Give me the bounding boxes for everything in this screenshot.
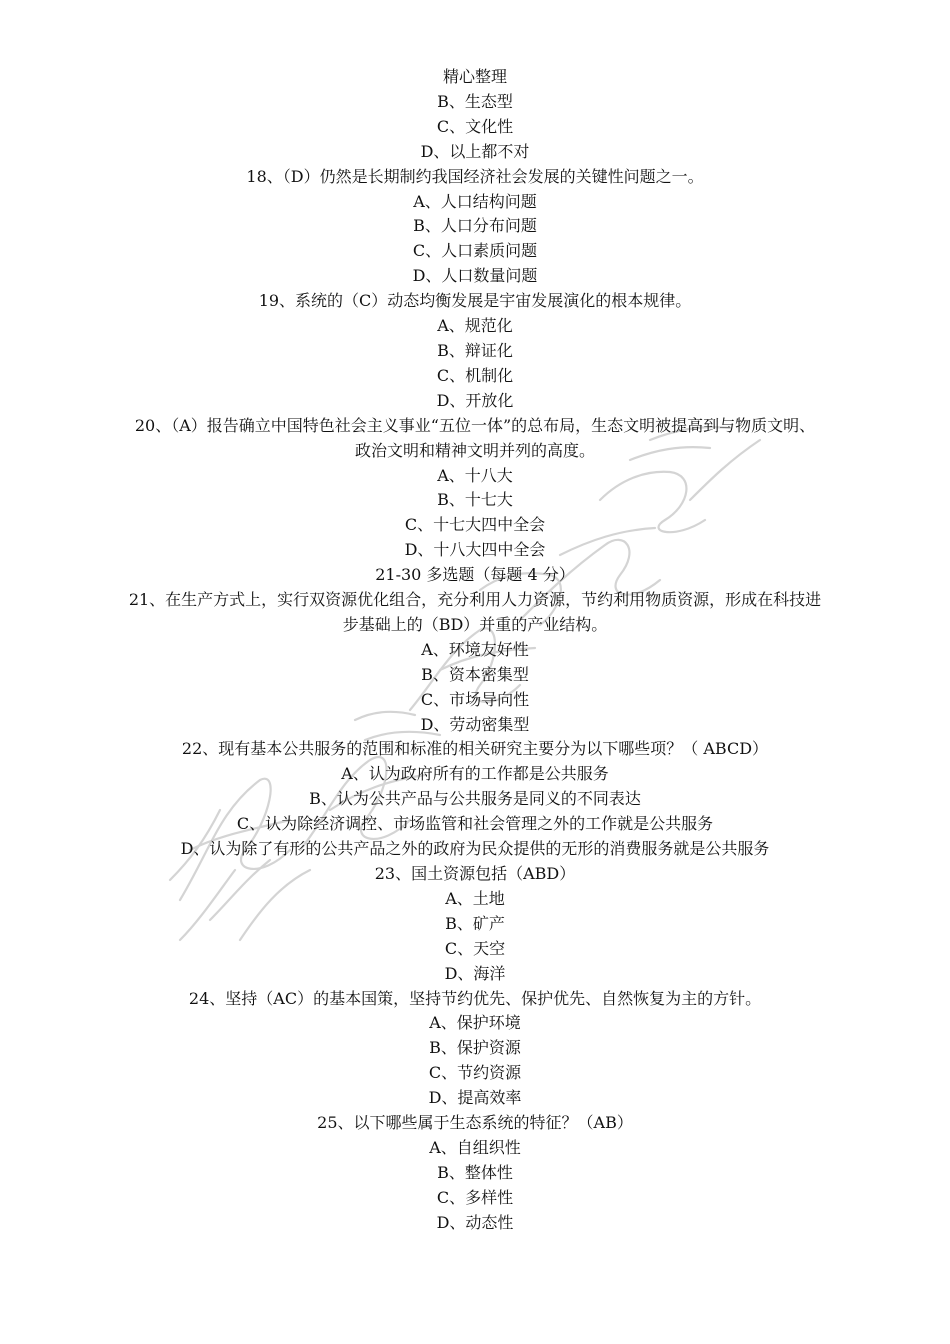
option-line: A、自组织性 [429,1137,521,1157]
option-line: C、天空 [444,938,506,958]
option-line: D、劳动密集型 [420,714,530,734]
option-line: B、十七大 [437,490,513,510]
option-line: B、整体性 [437,1162,513,1182]
option-line: C、十七大四中全会 [404,515,546,535]
option-line: D、动态性 [436,1212,514,1232]
question-22: 22、现有基本公共服务的范围和标准的相关研究主要分为以下哪些项？（ ABCD） [181,739,769,759]
section-heading-multiple-choice: 21-30 多选题（每题 4 分） [375,565,575,585]
option-line: A、规范化 [437,316,513,336]
option-line: D、以上都不对 [420,141,530,161]
option-line: B、认为公共产品与公共服务是同义的不同表达 [309,789,641,809]
question-20-continued: 政治文明和精神文明并列的高度。 [354,440,595,460]
option-line: B、辩证化 [437,340,513,360]
option-line: B、矿产 [445,913,505,933]
option-line: D、提高效率 [428,1088,522,1108]
option-line: D、十八大四中全会 [404,540,546,560]
option-line: A、人口结构问题 [413,191,537,211]
option-line: C、市场导向性 [420,689,530,709]
question-21: 21、在生产方式上，实行双资源优化组合，充分利用人力资源，节约利用物质资源，形成在科技进 [128,590,822,610]
option-line: C、文化性 [436,116,514,136]
option-line: C、认为除经济调控、市场监管和社会管理之外的工作就是公共服务 [236,814,714,834]
option-line: D、人口数量问题 [412,266,538,286]
option-line: B、生态型 [437,91,513,111]
option-line: D、海洋 [444,963,506,983]
question-list [60,65,890,1236]
option-line: C、节约资源 [428,1063,522,1083]
option-line: B、资本密集型 [421,664,529,684]
option-line: A、土地 [445,888,505,908]
question-25: 25、以下哪些属于生态系统的特征？（AB） [317,1113,633,1133]
option-line: A、环境友好性 [421,639,529,659]
question-20: 20、（A）报告确立中国特色社会主义事业“五位一体”的总布局，生态文明被提高到与物质文明、 [134,415,816,435]
question-24: 24、坚持（AC）的基本国策，坚持节约优先、保护优先、自然恢复为主的方针。 [188,988,762,1008]
option-line: C、多样性 [436,1187,514,1207]
option-line: A、十八大 [437,465,513,485]
option-line: B、人口分布问题 [413,216,537,236]
option-line: C、人口素质问题 [412,241,538,261]
question-21-continued: 步基础上的（BD）并重的产业结构。 [342,614,608,634]
option-line: D、认为除了有形的公共产品之外的政府为民众提供的无形的消费服务就是公共服务 [180,839,770,859]
option-line: B、保护资源 [429,1038,521,1058]
page-header: 精心整理 [442,67,507,86]
option-line: A、保护环境 [429,1013,521,1033]
option-line: C、机制化 [436,365,514,385]
question-18: 18、（D）仍然是长期制约我国经济社会发展的关键性问题之一。 [246,166,704,186]
question-23: 23、国土资源包括（ABD） [374,864,576,883]
option-line: D、开放化 [436,390,514,410]
question-19: 19、系统的（C）动态均衡发展是宇宙发展演化的根本规律。 [258,291,692,311]
option-line: A、认为政府所有的工作都是公共服务 [341,764,609,784]
